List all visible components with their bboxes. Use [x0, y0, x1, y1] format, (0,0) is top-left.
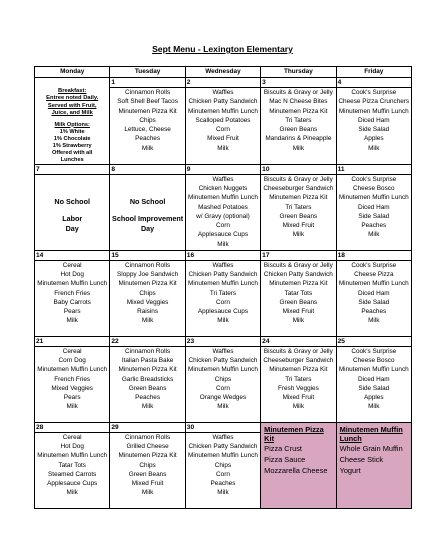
day-number: 21 [35, 337, 109, 347]
menu-item: Pears [63, 308, 81, 316]
menu-item: Apples [364, 135, 384, 143]
day-cell [336, 78, 411, 165]
weekday-header-monday: Monday [35, 67, 110, 78]
breakfast-line: Juice, and Milk [51, 110, 93, 117]
menu-item: Chips [139, 461, 156, 469]
menu-item: Cook's Surprise [351, 89, 397, 96]
menu-item: Cook's Surprise [351, 347, 397, 355]
menu-item: Diced Ham [357, 116, 390, 124]
menu-item: Applesauce Cups [47, 480, 98, 488]
menu-item: Chicken Patty Sandwich [263, 270, 333, 278]
day-number: 17 [261, 251, 335, 261]
menu-item: Mixed Fruit [282, 308, 315, 316]
day-number: 22 [110, 337, 184, 347]
menu-item: Milk [292, 317, 305, 325]
day-number: 2 [186, 78, 260, 88]
day-number: 16 [186, 251, 260, 261]
menu-item: Cheeseburger Sandwich [263, 184, 334, 192]
menu-item: Milk [368, 317, 380, 325]
menu-item: Chicken Patty Sandwich [188, 98, 258, 106]
menu-item: Mac N Cheese Bites [269, 98, 328, 106]
menu-item: Raisins [137, 308, 159, 316]
menu-item: Minutemen Muffin Lunch [338, 280, 409, 288]
menu-item: Minutemen Muffin Lunch [188, 280, 258, 288]
holiday-name [35, 214, 109, 234]
menu-item: Mandarins & Pineapple [265, 135, 332, 143]
day-cell [35, 78, 110, 165]
kit-heading: Lunch [339, 433, 362, 443]
week-row [35, 336, 412, 422]
day-number: 8 [110, 165, 184, 175]
day-cell [336, 250, 411, 336]
menu-item: Cheese Bosco [352, 184, 395, 192]
breakfast-note [35, 87, 109, 118]
menu-item: Biscuits & Gravy or Jelly [263, 347, 333, 355]
milk-option-line: Lunches [60, 156, 84, 163]
menu-item: Green Beans [128, 470, 167, 478]
menu-item: Scalloped Potatoes [195, 116, 251, 124]
menu-item: Side Salad [358, 384, 390, 392]
menu-item: Tri Taters [285, 116, 312, 124]
day-number: 18 [337, 251, 411, 261]
kit-heading: Kit [264, 433, 275, 443]
day-number: 30 [186, 423, 260, 433]
day-cell [336, 336, 411, 422]
page-title: Sept Menu - Lexington Elementary [152, 44, 293, 54]
menu-item: Peaches [135, 135, 161, 143]
milk-option-line: 1% Chocolate [53, 135, 91, 142]
menu-item: Minutemen Muffin Lunch [338, 194, 409, 202]
menu-item: Hot Dog [60, 442, 84, 450]
holiday-line: Labor [62, 213, 83, 223]
menu-item: Minutemen Muffin Lunch [37, 452, 108, 460]
weekday-header-thursday: Thursday [261, 67, 336, 78]
menu-item: Side Salad [358, 126, 390, 134]
menu-item: Chips [139, 289, 156, 297]
weekday-header-friday: Friday [336, 67, 411, 78]
day-cell [110, 78, 185, 165]
menu-item: Cereal [62, 261, 82, 269]
breakfast-heading: Breakfast: [58, 88, 87, 94]
weekday-header-row [35, 67, 412, 78]
day-cell [185, 250, 260, 336]
day-number: 23 [186, 337, 260, 347]
menu-item: Milk [292, 403, 305, 411]
menu-item: Minutemen Pizza Kit [118, 366, 177, 374]
menu-item: Chips [214, 375, 232, 383]
menu-item: Mixed Fruit [282, 222, 315, 230]
day-cell [261, 422, 336, 508]
day-number: 11 [337, 165, 411, 175]
day-cell [110, 250, 185, 336]
no-school-note [110, 197, 184, 234]
day-number: 24 [261, 337, 335, 347]
day-number: 25 [337, 337, 411, 347]
menu-item: Mixed Veggies [126, 298, 169, 306]
menu-item: Minutemen Pizza Kit [269, 194, 328, 202]
milk-options [35, 122, 109, 164]
menu-item: Minutemen Muffin Lunch [37, 280, 108, 288]
menu-item: Milk [292, 231, 305, 239]
day-cell [261, 336, 336, 422]
menu-item: Milk [141, 144, 154, 152]
day-cell [336, 164, 411, 250]
kit-contents [337, 423, 411, 476]
menu-item: Minutemen Muffin Lunch [338, 107, 409, 115]
menu-item: Side Salad [358, 212, 390, 220]
menu-item: Garlic Breadsticks [121, 375, 174, 383]
milk-option-line: Offered with all [51, 149, 93, 156]
menu-item: Diced Ham [357, 375, 390, 383]
menu-item: Mixed Fruit [282, 394, 315, 402]
menu-item: Milk [141, 403, 154, 411]
calendar-body [35, 78, 412, 509]
menu-item: Tatar Tots [58, 461, 86, 469]
menu-item: Tri Taters [285, 203, 312, 211]
menu-item: Mixed Fruit [131, 480, 164, 488]
menu-item: Milk [217, 317, 229, 325]
no-school-title: No School [54, 196, 90, 206]
menu-item: Grilled Cheese [126, 442, 169, 450]
menu-item: Milk [217, 489, 229, 497]
kit-item: Pizza Crust [264, 443, 302, 453]
menu-item: Milk [66, 489, 78, 497]
menu-item: Milk [368, 403, 380, 411]
weekday-header-wednesday: Wednesday [185, 67, 260, 78]
menu-item: Minutemen Pizza Kit [118, 280, 177, 288]
day-cell [35, 250, 110, 336]
day-number: 9 [186, 165, 260, 175]
kit-heading: Minutemen Muffin [339, 424, 403, 434]
menu-item: Minutemen Pizza Kit [269, 107, 328, 115]
day-cell [35, 336, 110, 422]
menu-item: Biscuits & Gravy or Jelly [263, 261, 333, 269]
menu-item: Minutemen Muffin Lunch [338, 366, 409, 374]
menu-item: Milk [66, 317, 78, 325]
menu-item: Fresh Veggies [277, 384, 319, 392]
kit-item: Pizza Sauce [264, 454, 306, 464]
day-cell [261, 250, 336, 336]
menu-item: Biscuits & Gravy or Jelly [263, 175, 333, 183]
menu-item: Cheese Pizza [354, 270, 394, 278]
no-school-note [35, 197, 109, 234]
menu-item: Orange Wedges [199, 394, 247, 402]
menu-calendar [34, 66, 412, 509]
day-number: 14 [35, 251, 109, 261]
menu-item: Corn [216, 298, 230, 306]
kit-item: Cheese Stick [339, 454, 384, 464]
menu-item: Minutemen Pizza Kit [269, 366, 328, 374]
menu-item: Cheese Bosco [352, 356, 395, 364]
holiday-line: Day [140, 223, 155, 233]
day-number: 1 [110, 78, 184, 88]
menu-item: Lettuce, Cheese [124, 126, 171, 134]
menu-item: Milk [217, 144, 229, 152]
menu-item: Cheese Pizza Crunchers [338, 98, 410, 106]
kit-item: Mozzarella Cheese [264, 465, 328, 475]
menu-item: Diced Ham [357, 203, 390, 211]
menu-item: Waffles [212, 175, 234, 183]
holiday-line: Day [65, 223, 79, 233]
menu-item: Pears [63, 394, 81, 402]
kit-item: Whole Grain Muffin [339, 443, 403, 453]
menu-item: Cinnamon Rolls [125, 261, 171, 269]
menu-item: Cinnamon Rolls [125, 89, 171, 96]
breakfast-line: Entree noted Daily. [46, 95, 99, 102]
week-row [35, 422, 412, 508]
day-cell [261, 164, 336, 250]
menu-item: Chicken Patty Sandwich [188, 442, 258, 450]
menu-item: Tri Taters [209, 289, 237, 297]
menu-item: Tatar Tots [284, 289, 313, 297]
milk-options-heading: Milk Options: [54, 121, 90, 128]
menu-item: Milk [368, 144, 380, 152]
day-number: 7 [35, 165, 109, 175]
kit-heading: Minutemen Pizza [264, 424, 324, 434]
menu-item: Minutemen Pizza Kit [269, 280, 328, 288]
day-cell [185, 78, 260, 165]
menu-item: Cinnamon Rolls [125, 347, 171, 355]
week-row [35, 164, 412, 250]
menu-item: Milk [141, 489, 154, 497]
menu-item: Chicken Nuggets [198, 184, 248, 192]
menu-item: Corn [216, 222, 230, 230]
day-cell [35, 422, 110, 508]
menu-item: Tri Taters [285, 375, 312, 383]
menu-item: Cook's Surprise [351, 175, 397, 183]
menu-item: Waffles [212, 433, 234, 441]
menu-item: Baby Carrots [53, 298, 91, 306]
menu-item: Milk [66, 403, 78, 411]
menu-item: Minutemen Muffin Lunch [188, 107, 258, 115]
menu-item: Peaches [361, 308, 387, 316]
menu-item: Peaches [210, 480, 236, 488]
menu-item: Green Beans [279, 126, 318, 134]
day-number: 29 [110, 423, 184, 433]
day-cell [261, 78, 336, 165]
menu-item: Cinnamon Rolls [125, 433, 171, 441]
day-cell [110, 164, 185, 250]
day-cell [185, 164, 260, 250]
day-cell [336, 422, 411, 508]
menu-item: Waffles [212, 261, 234, 269]
kit-item: Yogurt [339, 465, 361, 475]
menu-item: Milk [217, 403, 229, 411]
milk-option-line: 1% Strawberry [52, 142, 92, 149]
menu-item: Applesauce Cups [197, 308, 249, 316]
day-cell [35, 164, 110, 250]
menu-item: Minutemen Muffin Lunch [188, 452, 258, 460]
menu-item: Chicken Patty Sandwich [188, 356, 258, 364]
week-row [35, 78, 412, 165]
breakfast-line: Served with Fruit, [47, 102, 97, 109]
menu-item: Waffles [212, 89, 234, 96]
menu-item: Biscuits & Gravy or Jelly [263, 89, 333, 96]
menu-item: Green Beans [128, 384, 167, 392]
menu-item: Corn [216, 384, 230, 392]
day-cell [110, 422, 185, 508]
menu-item: Cereal [62, 347, 82, 355]
menu-item: French Fries [54, 375, 91, 383]
menu-item: Green Beans [279, 298, 318, 306]
menu-item: Milk [368, 231, 380, 239]
menu-item: Corn [216, 126, 230, 134]
day-number: 10 [261, 165, 335, 175]
menu-item: Diced Ham [357, 289, 390, 297]
menu-item: Minutemen Muffin Lunch [188, 366, 258, 374]
day-cell [185, 336, 260, 422]
menu-item: Italian Pasta Bake [121, 356, 174, 364]
menu-item: Chips [139, 116, 156, 124]
menu-item: Cook's Surprise [351, 261, 397, 269]
day-number: 28 [35, 423, 109, 433]
weekday-header-tuesday: Tuesday [110, 67, 185, 78]
day-cell [110, 336, 185, 422]
day-number: 4 [337, 78, 411, 88]
day-number [35, 78, 109, 87]
menu-item: Sloppy Joe Sandwich [117, 270, 179, 278]
menu-item: Milk [292, 144, 305, 152]
menu-item: Hot Dog [60, 270, 84, 278]
menu-item: Peaches [135, 394, 161, 402]
menu-item: Minutemen Pizza Kit [118, 452, 177, 460]
week-row [35, 250, 412, 336]
menu-item: Milk [217, 240, 229, 248]
menu-item: Cereal [62, 433, 82, 441]
day-number: 3 [261, 78, 335, 88]
menu-item: Minutemen Muffin Lunch [188, 194, 258, 202]
day-cell [185, 422, 260, 508]
menu-item: Mashed Potatoes [198, 203, 248, 211]
no-school-title: No School [129, 196, 166, 206]
menu-item: Green Beans [279, 212, 318, 220]
menu-item: Minutemen Muffin Lunch [37, 366, 108, 374]
menu-item: Apples [364, 394, 384, 402]
menu-item: Cheeseburger Sandwich [263, 356, 334, 364]
menu-item: Applesauce Cups [197, 231, 249, 239]
menu-item: French Fries [54, 289, 91, 297]
menu-item: Mixed Veggies [51, 384, 93, 392]
menu-item: Corn Dog [58, 356, 86, 364]
menu-item: Mixed Fruit [207, 135, 239, 143]
menu-item: w/ Gravy (optional) [196, 212, 250, 220]
menu-item: Soft Shell Beef Tacos [117, 98, 178, 106]
menu-item: Corn [216, 470, 230, 478]
menu-item: Side Salad [358, 298, 390, 306]
menu-item: Minutemen Pizza Kit [118, 107, 177, 115]
menu-item: Chicken Patty Sandwich [188, 270, 258, 278]
menu-item: Milk [141, 317, 154, 325]
holiday-line: School Improvement [112, 213, 184, 223]
holiday-name [110, 214, 184, 234]
menu-item: Chips [214, 461, 232, 469]
milk-option-line: 1% White [59, 128, 85, 135]
menu-item: Waffles [212, 347, 234, 355]
kit-contents [261, 423, 335, 476]
day-number: 15 [110, 251, 184, 261]
menu-item: Peaches [361, 222, 387, 230]
menu-item: Steamed Carrots [48, 470, 97, 478]
